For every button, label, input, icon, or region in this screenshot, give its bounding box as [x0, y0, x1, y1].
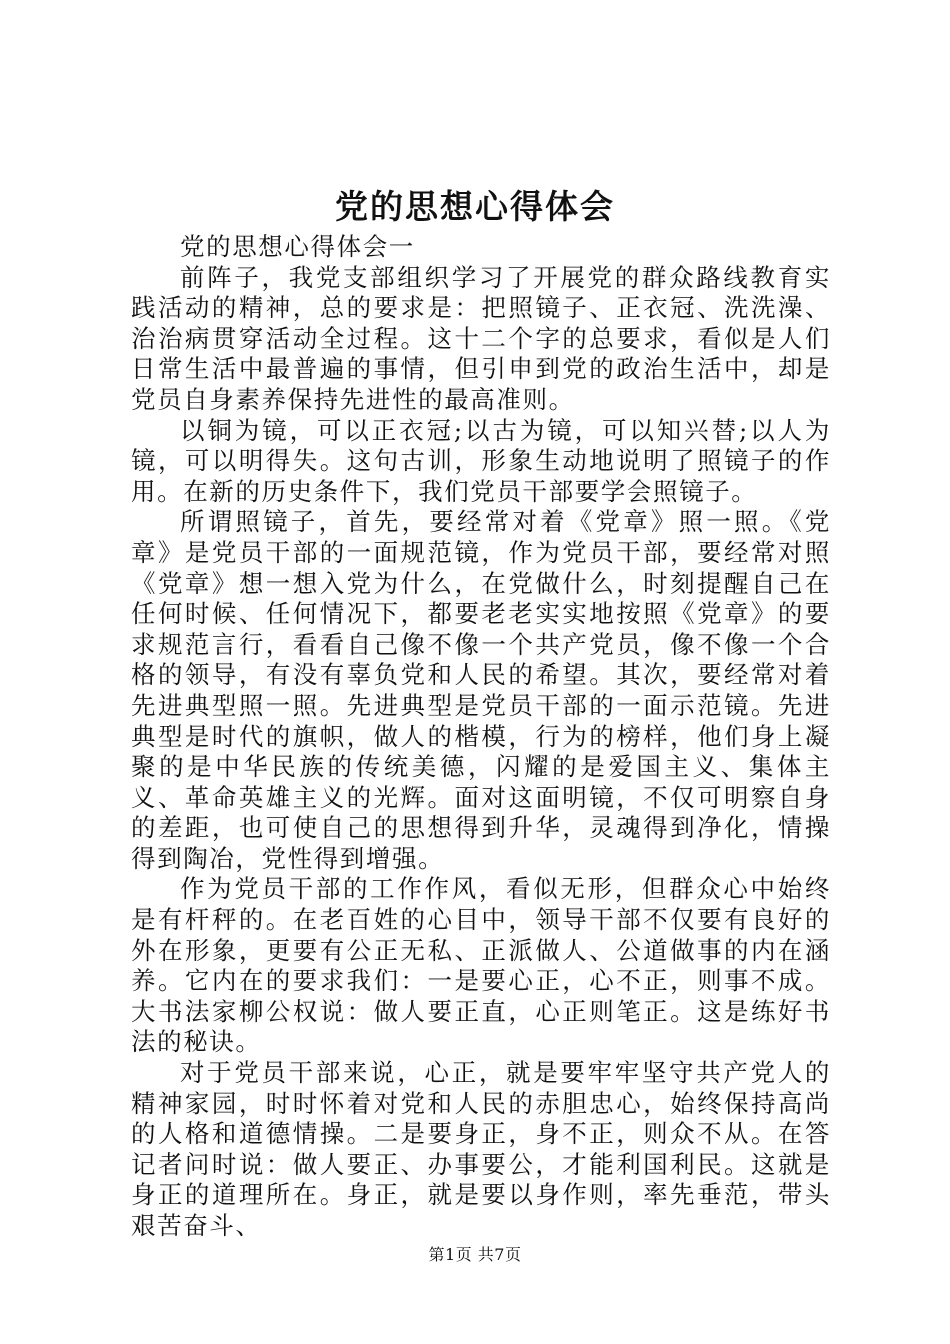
document-body: [131, 232, 831, 1242]
section-heading: 党的思想心得体会一: [180, 232, 415, 261]
paragraph-5: 对于党员干部来说，心正，就是要牢牢坚守共产党人的精神家园，时时怀着对党和人民的赤胆忠心，始终保持高尚的人格和道德情操。二是要身正，身不正，则众不从。在答记者问时说：做人要正、办事要公，才能利国利民。这就是身正的道理所在。身正，就是要以身作则，率先垂范，带头艰苦奋斗、: [131, 1058, 831, 1240]
paragraph-2: 以铜为镜，可以正衣冠;以古为镜，可以知兴替;以人为镜，可以明得失。这句古训，形象生动地说明了照镜子的作用。在新的历史条件下，我们党员干部要学会照镜子。: [131, 415, 831, 506]
paragraph-4: 作为党员干部的工作作风，看似无形，但群众心中始终是有杆秤的。在老百姓的心目中，领导干部不仅要有良好的外在形象，更要有公正无私、正派做人、公道做事的内在涵养。它内在的要求我们：一是要心正，心不正，则事不成。大书法家柳公权说：做人要正直，心正则笔正。这是练好书法的秘诀。: [131, 874, 831, 1057]
page-number-footer: 第1页 共7页: [428, 1245, 522, 1264]
document-title: 党的思想心得体会: [335, 187, 615, 226]
paragraph-3: 所谓照镜子，首先，要经常对着《党章》照一照。《党章》是党员干部的一面规范镜，作为党员干部，要经常对照《党章》想一想入党为什么，在党做什么，时刻提醒自己在任何时候、任何情况下，都要老老实实地按照《党章》的要求规范言行，看看自己像不像一个共产党员，像不像一个合格的领导，有没有辜负党和人民的希望。其次，要经常对着先进典型照一照。先进典型是党员干部的一面示范镜。先进典型是时代的旗帜，做人的楷模，行为的榜样，他们身上凝聚的是中华民族的传统美德，闪耀的是爱国主义、集体主义、革命英雄主义的光辉。面对这面明镜，不仅可明察自身的差距，也可使自己的思想得到升华，灵魂得到净化，情操得到陶冶，党性得到增强。: [131, 507, 831, 873]
paragraph-1: 前阵子，我党支部组织学习了开展党的群众路线教育实践活动的精神，总的要求是：把照镜子、正衣冠、洗洗澡、治治病贯穿活动全过程。这十二个字的总要求，看似是人们日常生活中最普遍的事情，但引申到党的政治生活中，却是党员自身素养保持先进性的最高准则。: [131, 262, 831, 414]
